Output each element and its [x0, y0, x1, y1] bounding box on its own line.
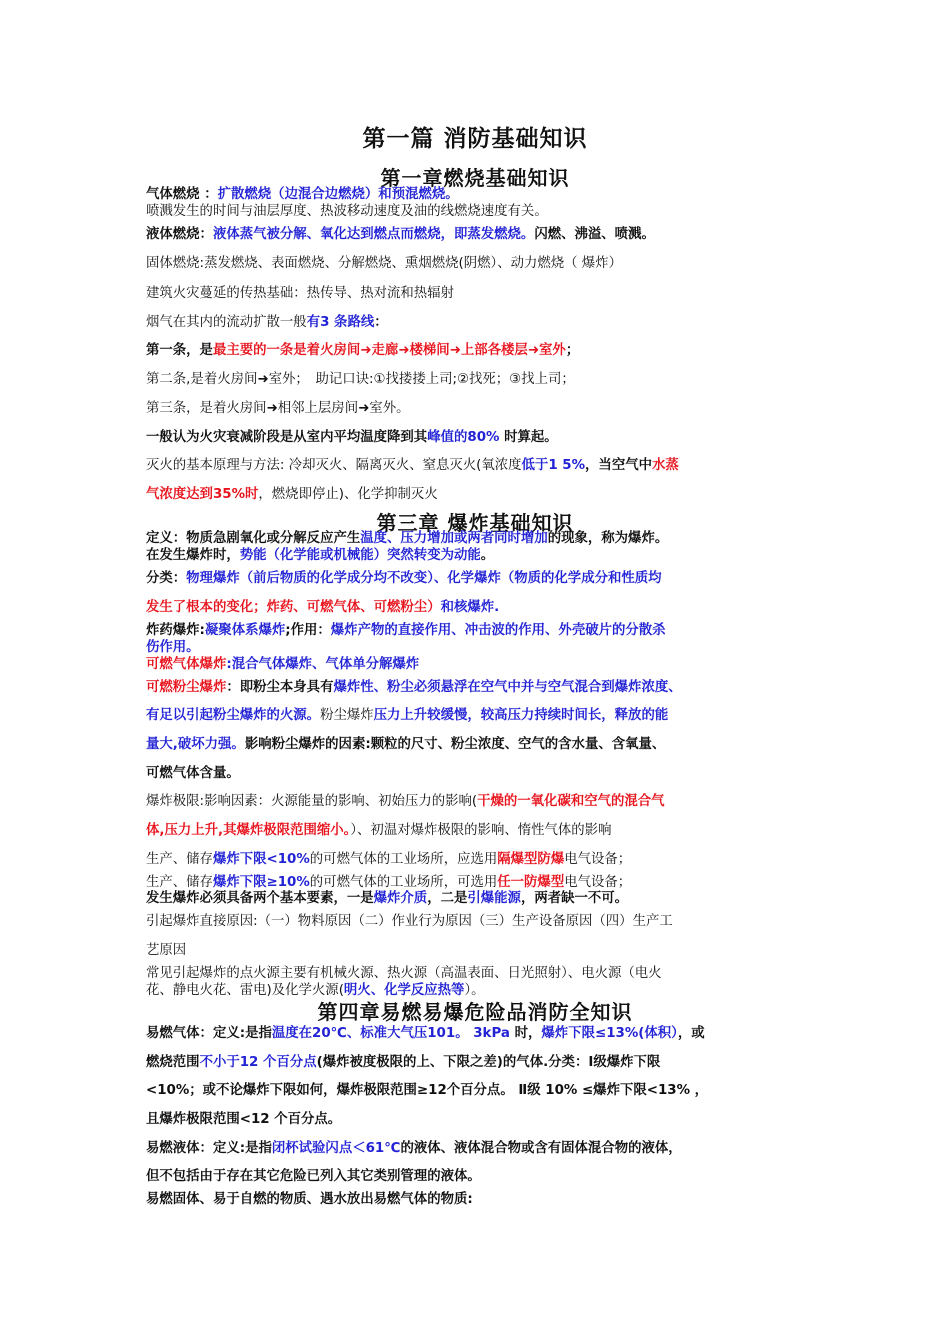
extinguish-principle-line-2: 气浓度达到35%时，燃烧即停止)、化学抑制灭火 [146, 487, 438, 502]
flammable-solid-line: 易燃固体、易于自燃的物质、遇水放出易燃气体的物质: [146, 1192, 473, 1207]
energy-conversion-line: 在发生爆炸时，势能（化学能或机械能）突然转变为动能。 [146, 548, 495, 563]
flammable-liquid-line-2: 但不包括由于存在其它危险已列入其它类别管理的液体。 [146, 1169, 481, 1184]
dust-explosion-line-2: 有足以引起粉尘爆炸的火源。粉尘爆炸压力上升较缓慢，较高压力持续时间长，释放的能 [146, 708, 669, 723]
equipment-line-1: 生产、储存爆炸下限<10%的可燃气体的工业场所，应选用隔爆型防爆电气设备； [146, 852, 632, 867]
explosion-limit-line: 爆炸极限:影响因素：火源能量的影响、初始压力的影响(干燥的一氧化碳和空气的混合气 [146, 794, 665, 809]
chapter-3-heading: 第三章 爆炸基础知识 [376, 511, 574, 535]
dust-explosion-line: 可燃粉尘爆炸：即粉尘本身具有爆炸性、粉尘必须悬浮在空气中并与空气混合到爆炸浓度、 [146, 680, 682, 695]
liquid-combustion-line: 液体燃烧：液体蒸气被分解、氧化达到燃点而燃烧，即蒸发燃烧。闪燃、沸溢、喷溅。 [146, 227, 655, 242]
flammable-gas-line: 易燃气体：定义:是指温度在20℃、标准大气压101。 3kPa 时，爆炸下限≤13%(体积），或 [146, 1026, 705, 1041]
flammable-gas-line-4: 且爆炸极限范围<12 个百分点。 [146, 1112, 342, 1127]
ignition-sources-line: 常见引起爆炸的点火源主要有机械火源、热火源（高温表面、日光照射）、电火源（电火 [146, 966, 662, 981]
route-1-line: 第一条，是最主要的一条是着火房间➜走廊➜楼梯间➜上部各楼层➜室外； [146, 343, 580, 358]
smoke-routes-line: 烟气在其内的流动扩散一般有3 条路线： [146, 315, 388, 330]
dust-explosion-line-4: 可燃气体含量。 [146, 766, 240, 781]
two-elements-line: 发生爆炸必须具备两个基本要素，一是爆炸介质，二是引爆能源，两者缺一不可。 [146, 891, 629, 906]
explosion-definition-line: 定义：物质急剧氧化或分解反应产生温度、压力增加或两者同时增加的现象，称为爆炸。 [146, 531, 669, 546]
classification-line: 分类：物理爆炸（前后物质的化学成分均不改变）、化学爆炸（物质的化学成分和性质均 [146, 571, 662, 586]
route-2-line: 第二条,是着火房间➜室外； 助记口诀:①找搂搂上司;②找死；③找上司； [146, 372, 575, 387]
equipment-line-2: 生产、储存爆炸下限≥10%的可燃气体的工业场所，可选用任一防爆型电气设备； [146, 875, 632, 890]
classification-line-2: 发生了根本的变化；炸药、可燃气体、可燃粉尘）和核爆炸. [146, 600, 500, 615]
chapter-4-heading: 第四章易燃易爆危险品消防全知识 [317, 1000, 633, 1024]
splash-line: 喷溅发生的时间与油层厚度、热波移动速度及油的线燃烧速度有关。 [146, 204, 548, 219]
explosive-line: 炸药爆炸:凝聚体系爆炸;作用：爆炸产物的直接作用、冲击波的作用、外壳破片的分散杀 [146, 623, 666, 638]
extinguish-principle-line: 灭火的基本原理与方法: 冷却灭火、隔离灭火、窒息灭火(氧浓度低于1 5%，当空气中水蒸 [146, 458, 679, 473]
explosion-limit-line-2: 体,压力上升,其爆炸极限范围缩小。）、初温对爆炸极限的影响、惰性气体的影响 [146, 823, 612, 838]
chapter-1-heading: 第一章燃烧基础知识 [380, 166, 570, 190]
dust-explosion-line-3: 量大,破坏力强。影响粉尘爆炸的因素:颗粒的尺寸、粉尘浓度、空气的含水量、含氧量、 [146, 737, 666, 752]
flammable-liquid-line: 易燃液体：定义:是指闭杯试验闪点＜61℃的液体、液体混合物或含有固体混合物的液体， [146, 1141, 682, 1156]
heat-transfer-line: 建筑火灾蔓延的传热基础：热传导、热对流和热辐射 [146, 286, 454, 301]
flammable-gas-line-2: 燃烧范围不小于12 个百分点(爆炸被度极限的上、下限之差)的气体.分类：Ⅰ级爆炸下限 [146, 1055, 661, 1070]
direct-causes-line: 引起爆炸直接原因:（一）物料原因（二）作业行为原因（三）生产设备原因（四）生产工 [146, 914, 673, 929]
gas-explosion-line: 可燃气体爆炸:混合气体爆炸、气体单分解爆炸 [146, 657, 420, 672]
decay-stage-line: 一般认为火灾衰减阶段是从室内平均温度降到其峰值的80% 时算起。 [146, 430, 558, 445]
direct-causes-line-2: 艺原因 [146, 943, 187, 958]
gas-combustion-line: 气体燃烧 ：扩散燃烧（边混合边燃烧）和预混燃烧。 [146, 187, 459, 202]
route-3-line: 第三条，是着火房间➜相邻上层房间➜室外。 [146, 401, 410, 416]
solid-combustion-line: 固体燃烧:蒸发燃烧、表面燃烧、分解燃烧、熏烟燃烧(阴燃）、动力燃烧（ 爆炸） [146, 256, 622, 271]
ignition-sources-line-2: 花、静电火花、雷电)及化学火源(明火、化学反应热等）。 [146, 983, 485, 998]
flammable-gas-line-3: <10%；或不论爆炸下限如何，爆炸极限范围≥12个百分点。 Ⅱ级 10% ≤爆炸下限<13% ， [146, 1083, 709, 1098]
explosive-line-2: 伤作用。 [146, 640, 200, 655]
part-title: 第一篇 消防基础知识 [362, 126, 588, 152]
